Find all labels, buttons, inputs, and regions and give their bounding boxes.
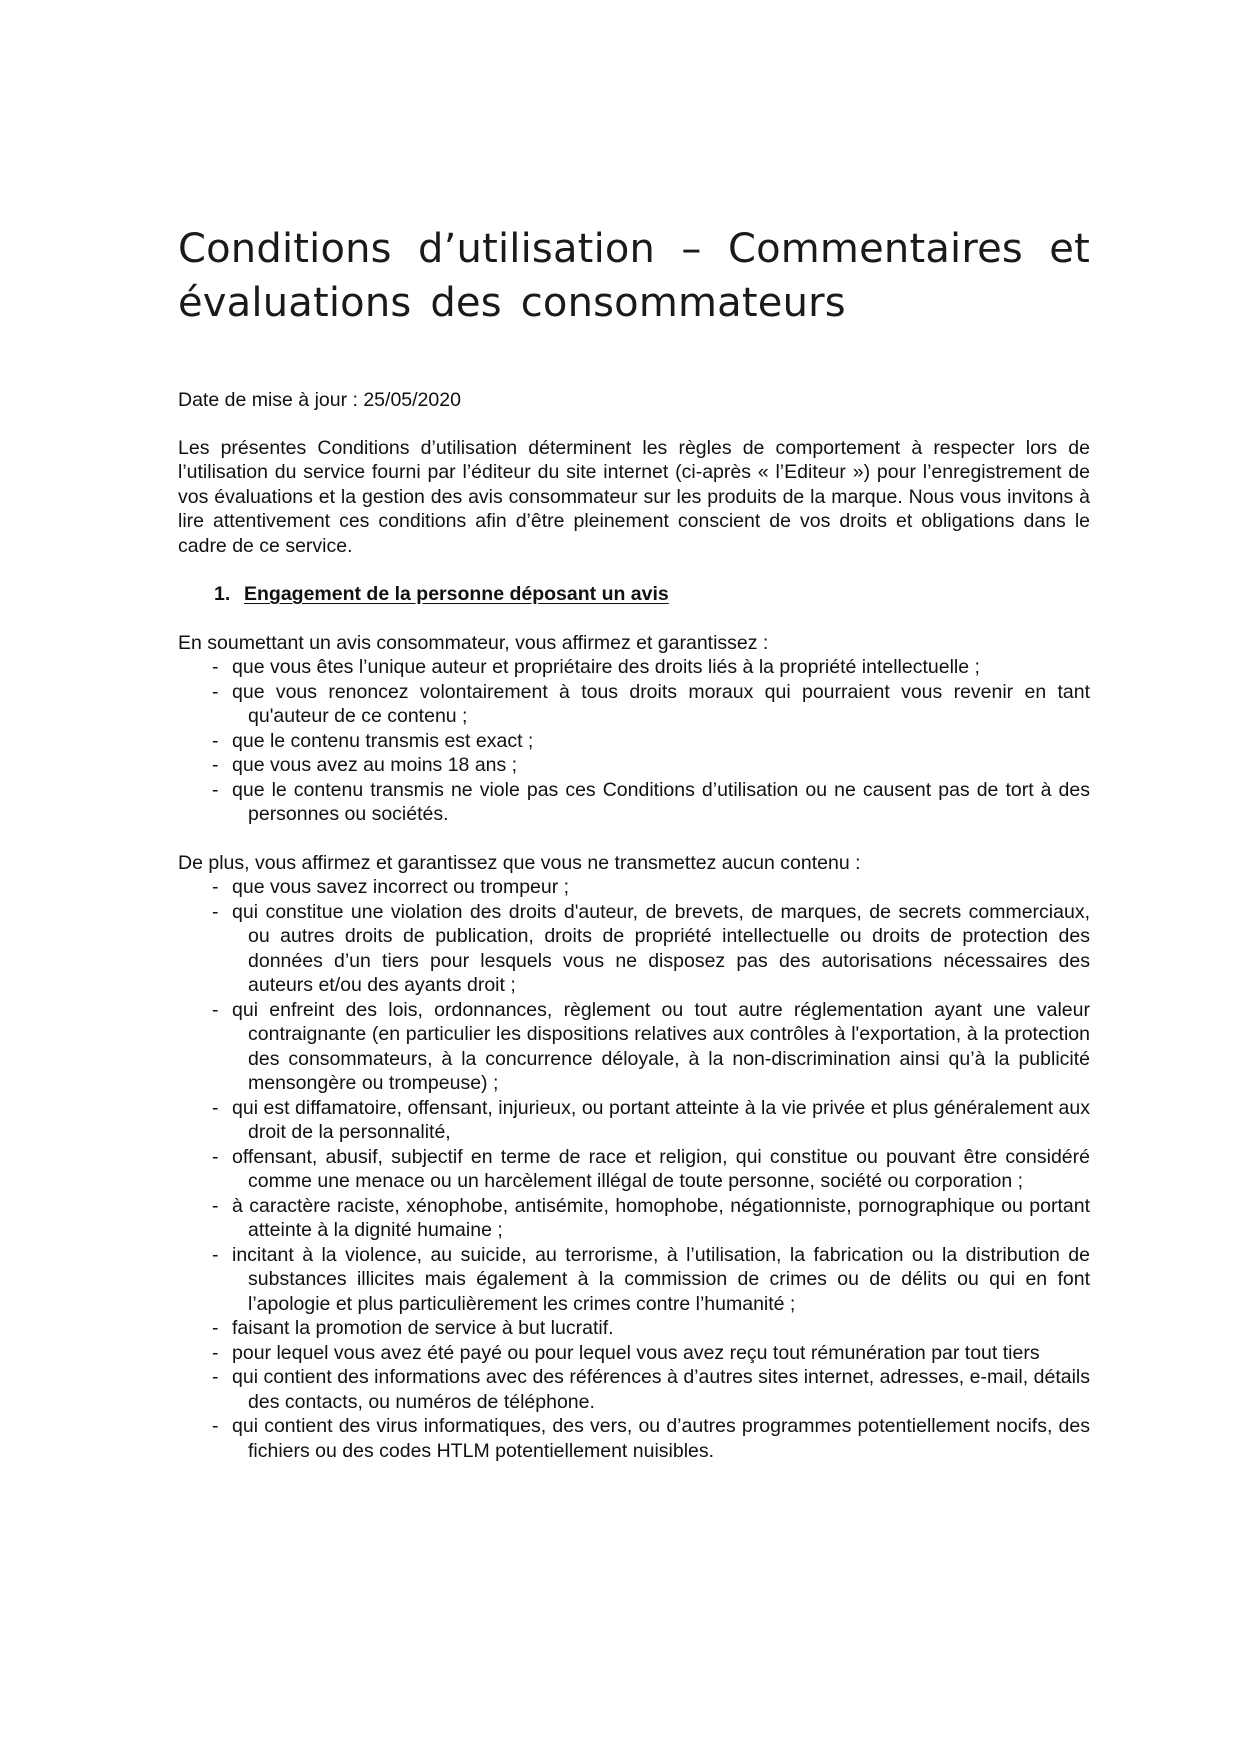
- list-item: [212, 1316, 1090, 1341]
- section-1-number: 1.: [214, 583, 231, 605]
- list-item-text: à caractère raciste, xénophobe, antisémite, homophobe, négationniste, pornographique ou portant atteinte à la dignité humaine ;: [232, 1194, 1090, 1241]
- dash-bullet: -: [212, 1317, 219, 1339]
- list-item: [212, 1414, 1090, 1463]
- dash-bullet: -: [212, 1145, 219, 1168]
- dash-bullet: -: [212, 998, 219, 1021]
- dash-bullet: -: [212, 900, 219, 923]
- section-1-heading: [214, 582, 1090, 607]
- list-item: [212, 1096, 1090, 1145]
- dash-bullet: -: [212, 729, 219, 752]
- list-item-text: incitant à la violence, au suicide, au terrorisme, à l’utilisation, la fabrication ou la distribution de substances illicites mais également à la commission de crimes ou de délits ou qui en font l’apologie et plus particulièrement les crimes contre l’humanité ;: [232, 1243, 1090, 1315]
- list-item: [212, 998, 1090, 1096]
- intro-paragraph: Les présentes Conditions d’utilisation déterminent les règles de comportement à respecter lors de l’utilisation du service fourni par l’éditeur du site internet (ci-après « l’Editeur ») pour l’enregistrement de vos évaluations et la gestion des avis consommateur sur les produits de la marque. Nous vous invitons à lire attentivement ces conditions afin d’être pleinement conscient de vos droits et obligations dans le cadre de ce service.: [178, 436, 1090, 557]
- list-item: [212, 655, 1090, 680]
- list-item-text: qui constitue une violation des droits d'auteur, de brevets, de marques, de secrets commerciaux, ou autres droits de publication, droits de propriété intellectuelle ou droits de protection des données d’un tiers pour lesquels vous ne disposez pas des autorisations nécessaires des auteurs et/ou des ayants droit ;: [232, 900, 1090, 996]
- list-item-text: offensant, abusif, subjectif en terme de race et religion, qui constitue ou pouvant être considéré comme une menace ou un harcèlement illégal de toute personne, société ou corporation ;: [232, 1145, 1090, 1192]
- dash-bullet: -: [212, 778, 219, 801]
- list-item-text: qui contient des informations avec des références à d’autres sites internet, adresses, e-mail, détails des contacts, ou numéros de téléphone.: [232, 1366, 1090, 1413]
- list-item-text: que le contenu transmis ne viole pas ces Conditions d’utilisation ou ne causent pas de tort à des personnes ou sociétés.: [232, 778, 1090, 825]
- document-body: [178, 222, 1090, 1463]
- list-item-text: pour lequel vous avez été payé ou pour lequel vous avez reçu tout rémunération par tout tiers: [232, 1341, 1040, 1364]
- dash-bullet: -: [212, 876, 219, 898]
- list-item-text: qui enfreint des lois, ordonnances, règlement ou tout autre réglementation ayant une valeur contraignante (en particulier les dispositions relatives aux contrôles à l'exportation, à la protection des consommateurs, à la concurrence déloyale, à la non-discrimination ainsi qu’à la publicité mensongère ou trompeuse) ;: [232, 998, 1090, 1094]
- dash-bullet: -: [212, 1366, 219, 1388]
- list-item: [212, 1365, 1090, 1414]
- list-item: [212, 753, 1090, 778]
- section-1-title: Engagement de la personne déposant un avis: [244, 583, 669, 605]
- list-item-text: faisant la promotion de service à but lucratif.: [232, 1317, 614, 1339]
- list-item: [212, 778, 1090, 827]
- list-item: [212, 1341, 1090, 1366]
- dash-bullet: -: [212, 656, 219, 678]
- dash-bullet: -: [212, 1415, 219, 1437]
- list-item-text: que vous savez incorrect ou trompeur ;: [232, 876, 570, 898]
- dash-bullet: -: [212, 1194, 219, 1217]
- commitment-list: [178, 655, 1090, 827]
- list-item: [212, 729, 1090, 754]
- list-item-text: que vous êtes l’unique auteur et propriétaire des droits liés à la propriété intellectuelle ;: [232, 656, 980, 678]
- list-item-text: que vous avez au moins 18 ans ;: [232, 754, 518, 776]
- list-item: [212, 875, 1090, 900]
- list-item: [212, 1145, 1090, 1194]
- prohibited-content-list: [178, 875, 1090, 1463]
- content-lead: De plus, vous affirmez et garantissez que vous ne transmettez aucun contenu :: [178, 851, 861, 874]
- dash-bullet: -: [212, 1243, 219, 1266]
- list-item-text: qui est diffamatoire, offensant, injurieux, ou portant atteinte à la vie privée et plus généralement aux droit de la personnalité,: [232, 1096, 1090, 1143]
- list-item-text: que le contenu transmis est exact ;: [232, 729, 534, 752]
- list-item-text: qui contient des virus informatiques, des vers, ou d’autres programmes potentiellement nocifs, des fichiers ou des codes HTLM potentiellement nuisibles.: [232, 1415, 1090, 1462]
- list-item: [212, 1194, 1090, 1243]
- commitment-lead: En soumettant un avis consommateur, vous affirmez et garantissez :: [178, 631, 769, 654]
- dash-bullet: -: [212, 1341, 219, 1364]
- dash-bullet: -: [212, 1096, 219, 1119]
- update-date: Date de mise à jour : 25/05/2020: [178, 389, 461, 411]
- list-item: [212, 900, 1090, 998]
- list-item: [212, 1243, 1090, 1317]
- dash-bullet: -: [212, 680, 219, 703]
- dash-bullet: -: [212, 754, 219, 776]
- list-item-text: que vous renoncez volontairement à tous droits moraux qui pourraient vous revenir en tant qu'auteur de ce contenu ;: [232, 680, 1090, 727]
- list-item: [212, 680, 1090, 729]
- document-title: Conditions d’utilisation – Commentaires et évaluations des consommateurs: [178, 226, 1090, 326]
